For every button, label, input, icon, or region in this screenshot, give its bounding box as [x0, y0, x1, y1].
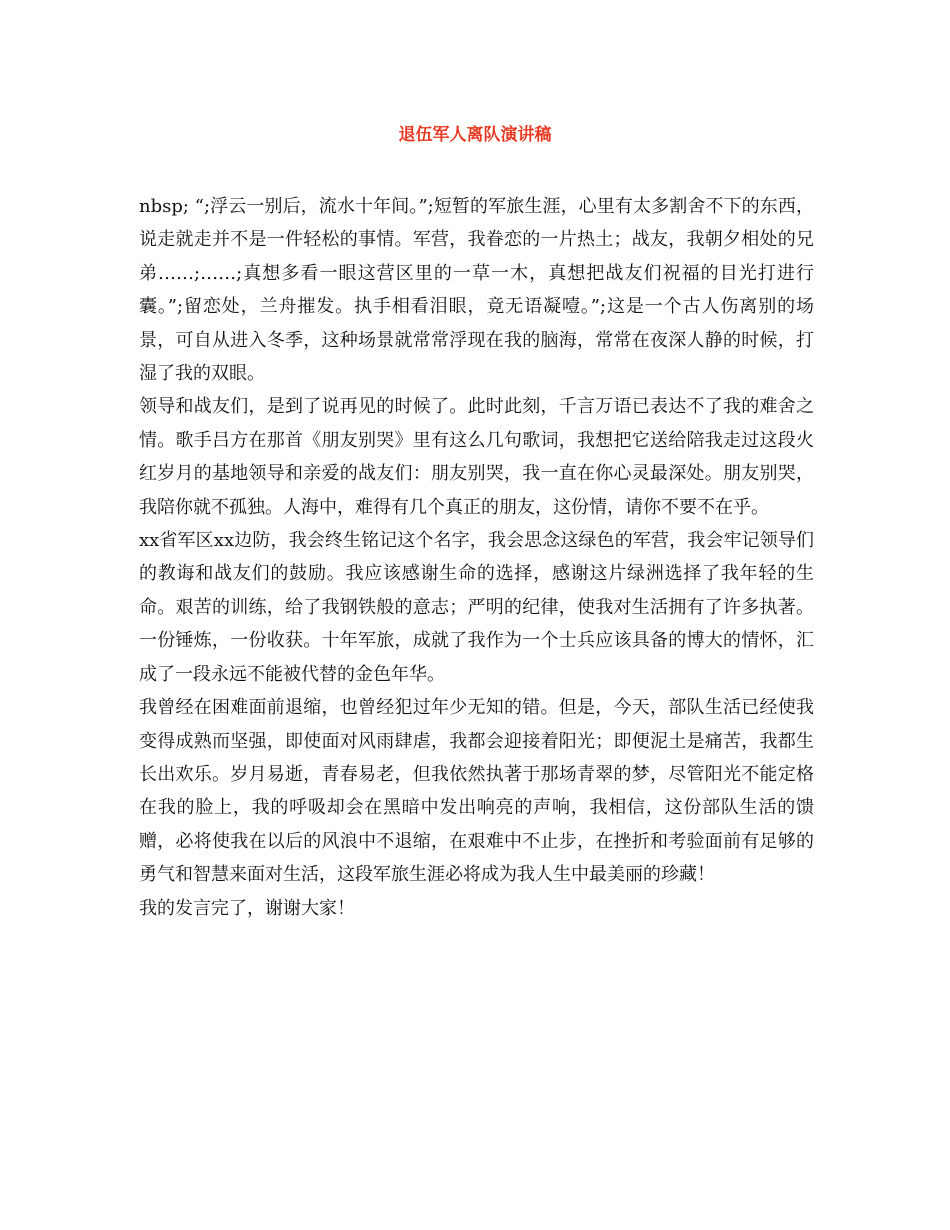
document-title: 退伍军人离队演讲稿: [398, 125, 552, 145]
paragraph-4: 我曾经在困难面前退缩，也曾经犯过年少无知的错。但是，今天，部队生活已经使我变得成熟而坚强，即使面对风雨肆虐，我都会迎接着阳光；即便泥土是痛苦，我都生长出欢乐。岁月易逝，青春易老，但我依然执著于那场青翠的梦，尽管阳光不能定格在我的脸上，我的呼吸却会在黑暗中发出响亮的声响，我相信，这份部队生活的馈赠，必将使我在以后的风浪中不退缩，在艰难中不止步，在挫折和考验面前有足够的勇气和智慧来面对生活，这段军旅生涯必将成为我人生中最美丽的珍藏！: [139, 697, 814, 886]
paragraph-1: nbsp; “;浮云一别后，流水十年间。”;短暂的军旅生涯，心里有太多割舍不下的东西，说走就走并不是一件轻松的事情。军营，我眷恋的一片热土；战友，我朝夕相处的兄弟……;……;真想多看一眼这营区里的一草一木，真想把战友们祝福的目光打进行囊。”;留恋处，兰舟摧发。执手相看泪眼，竟无语凝噎。”;这是一个古人伤离别的场景，可自从进入冬季，这种场景就常常浮现在我的脑海，常常在夜深人静的时候，打湿了我的双眼。: [139, 196, 814, 385]
paragraph-5: 我的发言完了，谢谢大家！: [139, 897, 355, 919]
paragraph-3: xx省军区xx边防，我会终生铭记这个名字，我会思念这绿色的军营，我会牢记领导们的教诲和战友们的鼓励。我应该感谢生命的选择，感谢这片绿洲选择了我年轻的生命。艰苦的训练，给了我钢铁般的意志；严明的纪律，使我对生活拥有了许多执著。一份锤炼，一份收获。十年军旅，成就了我作为一个士兵应该具备的博大的情怀，汇成了一段永远不能被代替的金色年华。: [139, 530, 814, 685]
paragraph-2: 领导和战友们，是到了说再见的时候了。此时此刻，千言万语已表达不了我的难舍之情。歌手吕方在那首《朋友别哭》里有这么几句歌词，我想把它送给陪我走过这段火红岁月的基地领导和亲爱的战友们：朋友别哭，我一直在你心灵最深处。朋友别哭，我陪你就不孤独。人海中，难得有几个真正的朋友，这份情，请你不要不在乎。: [139, 396, 814, 518]
document-body: [139, 190, 814, 925]
